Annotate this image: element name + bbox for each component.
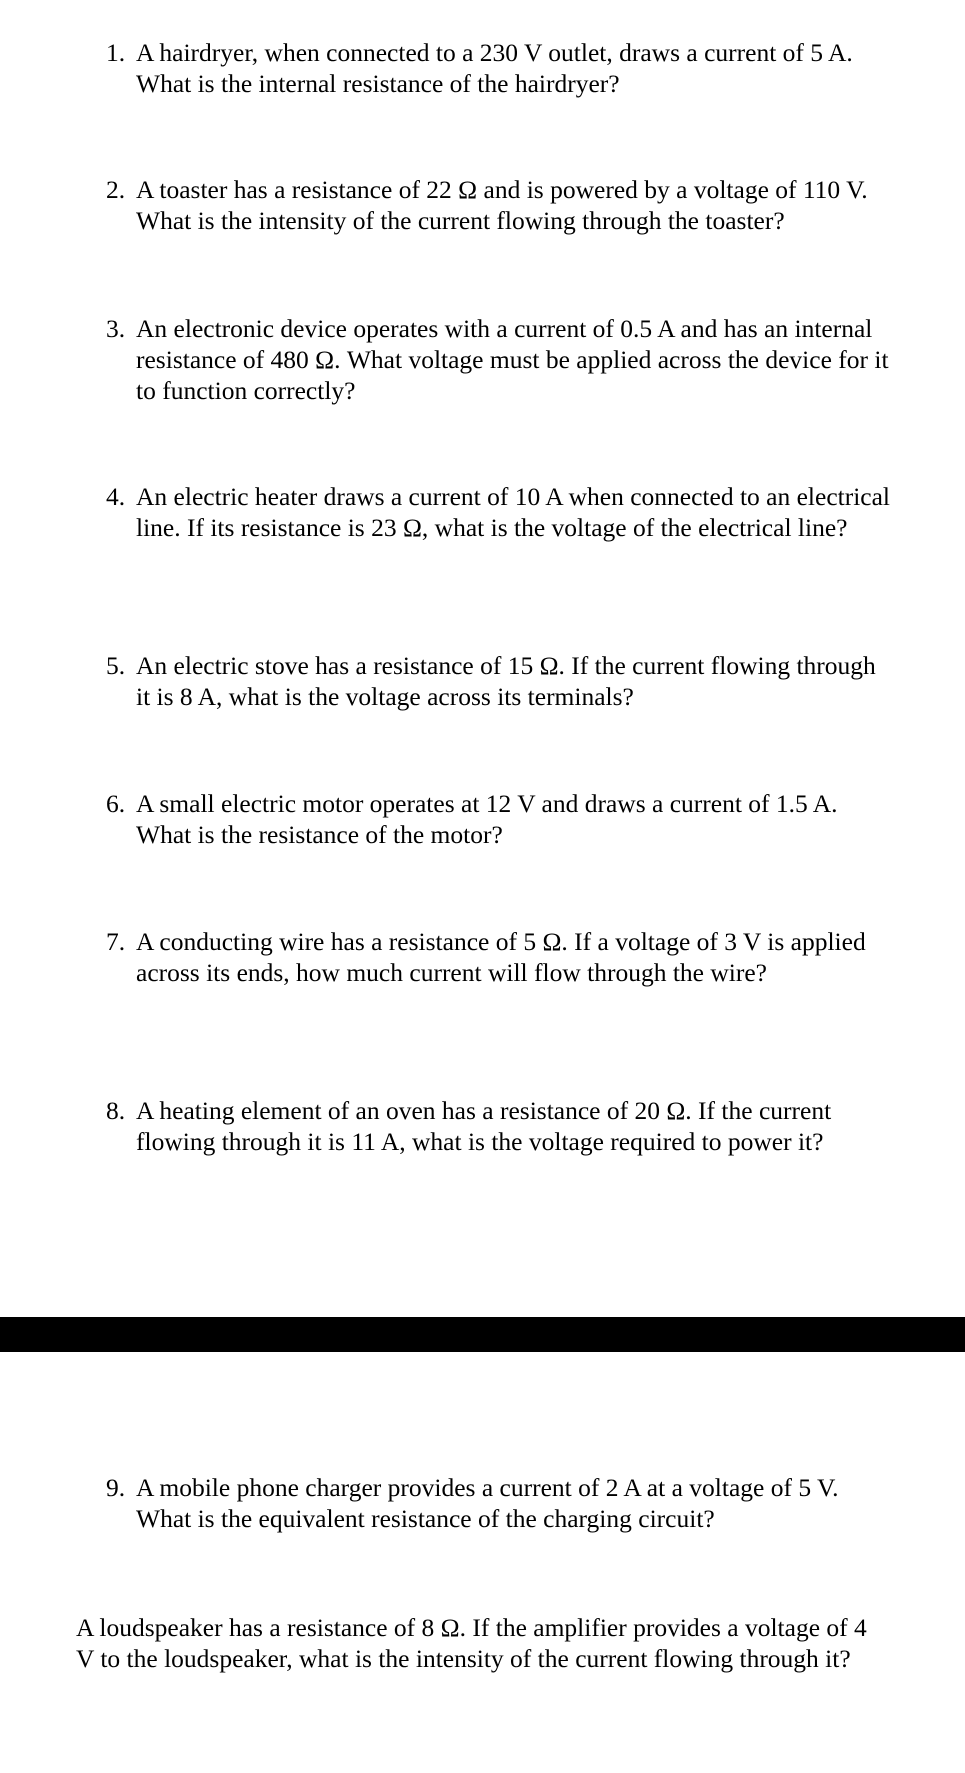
question-text: A small electric motor operates at 12 V and draws a current of 1.5 A. What is the resistance of the motor?: [136, 789, 838, 849]
question-number: 5.: [106, 651, 126, 680]
question-text: A conducting wire has a resistance of 5 Ω. If a voltage of 3 V is applied across its ends, how much current will flow through the wire?: [136, 927, 866, 987]
question-number: 3.: [106, 314, 126, 343]
question-text: An electric heater draws a current of 10 A when connected to an electrical line. If its resistance is 23 Ω, what is the voltage of the electrical line?: [136, 482, 891, 542]
question-number: 6.: [106, 789, 126, 818]
question-text: A mobile phone charger provides a current of 2 A at a voltage of 5 V. What is the equivalent resistance of the charging circuit?: [136, 1473, 839, 1533]
unnumbered-question: A loudspeaker has a resistance of 8 Ω. If the amplifier provides a voltage of 4 V to the loudspeaker, what is the intensity of the current flowing through it?: [76, 1613, 867, 1673]
question-text: A hairdryer, when connected to a 230 V outlet, draws a current of 5 A. What is the internal resistance of the hairdryer?: [136, 38, 853, 98]
question-text: A toaster has a resistance of 22 Ω and is powered by a voltage of 110 V. What is the intensity of the current flowing through the toaster?: [136, 175, 868, 235]
black-divider-bar: [0, 1317, 965, 1352]
question-number: 7.: [106, 927, 126, 956]
question-number: 9.: [106, 1473, 126, 1502]
question-text: An electronic device operates with a current of 0.5 A and has an internal resistance of 480 Ω. What voltage must be applied across the device for it to function correctly?: [136, 314, 889, 405]
question-number: 1.: [106, 38, 126, 67]
question-number: 2.: [106, 175, 126, 204]
question-text: An electric stove has a resistance of 15 Ω. If the current flowing through it is 8 A, what is the voltage across its terminals?: [136, 651, 876, 711]
question-text: A heating element of an oven has a resistance of 20 Ω. If the current flowing through it is 11 A, what is the voltage required to power it?: [136, 1096, 832, 1156]
question-number: 4.: [106, 482, 126, 511]
question-number: 8.: [106, 1096, 126, 1125]
